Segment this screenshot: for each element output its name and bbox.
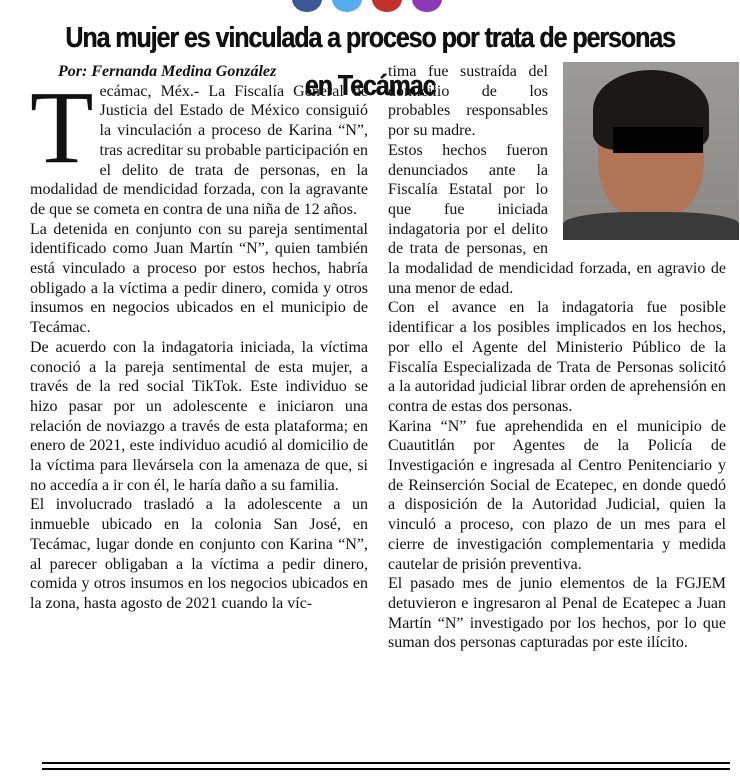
suspect-photo: [563, 62, 739, 240]
article-column-left: [30, 62, 368, 614]
instagram-icon[interactable]: [412, 0, 442, 12]
paragraph: El involucrado trasladó a la adolescente a un inmueble ubicado en la colonia San José, en Tecámac, lugar donde en conjunto con Karina “N”, al parecer obligaban a la víctima a pedir dinero, comida y otros insumos en los negocios ubicados en la zona, hasta agosto de 2021 cuando la víc-: [30, 496, 368, 612]
twitter-icon[interactable]: [332, 0, 362, 12]
facebook-icon[interactable]: [292, 0, 322, 12]
paragraph: tima fue sustraída del domicilio de los probables responsables por su madre.: [388, 63, 548, 140]
headline: Una mujer es vinculada a proceso por trata de personas en Tecámac: [65, 22, 675, 102]
byline: Por: Fernanda Medina González: [58, 63, 277, 80]
paragraph: Con el avance en la indagatoria fue posible identificar a los posibles implicados en los hechos, por ello el Agente del Ministerio Público de la Fiscalía Especializada de Trata de Personas solicitó a la autoridad judicial librar orden de aprehensión en contra de estas dos personas.: [388, 299, 726, 415]
bottom-rule: [42, 762, 730, 764]
bottom-rule: [42, 768, 730, 770]
youtube-icon[interactable]: [372, 0, 402, 12]
censor-bar: [613, 127, 703, 153]
paragraph: El pasado mes de junio elementos de la FGJEM detuvieron e ingresaron al Penal de Ecatepec a Juan Martín “N” investigado por los hechos, por lo que suman dos personas capturadas por este ilícito.: [388, 575, 726, 652]
paragraph: Estos hechos fueron denunciados ante la Fiscalía Estatal por lo que fue iniciada indagatoria por el delito de trata de personas, en la modalidad de mendicidad forzada, en agravio de una menor de edad.: [388, 141, 726, 297]
paragraph: De acuerdo con la indagatoria iniciada, la víctima conoció a la pareja sentimental de esta mujer, a través de la red social TikTok. Este individuo se hizo pasar por un adolescente e iniciaron una relación de noviazgo a través de esta plataforma; en enero de 2021, este individuo acudió al domicilio de la víctima para llevársela con la amenaza de que, si no accedía a ir con él, le haría daño a su familia.: [30, 338, 368, 494]
paragraph-text: ecámac, Méx.- La Fiscalía General de Justicia del Estado de México consiguió la vinculación a proceso de Karina “N”, tras acreditar su probable participación en el delito de trata de personas, en la modalidad de mendicidad forzada, con la agravante de que se cometa en contra de una niña de 12 años.: [30, 82, 368, 218]
drop-cap: T: [30, 69, 94, 185]
paragraph: La detenida en conjunto con su pareja sentimental identificado como Juan Martín “N”, quien también está vinculado a proceso por estos hechos, habría obligado a la víctima a pedir dinero, comida y otros insumos en negocios ubicados en el municipio de Tecámac.: [30, 220, 368, 337]
social-icons-bar: [270, 0, 470, 12]
shirt-shape: [563, 212, 739, 240]
paragraph: Karina “N” fue aprehendida en el municipio de Cuautitlán por Agentes de la Policía de Investigación e ingresada al Centro Penitenciario y de Reinserción Social de Ecatepec, en donde quedó a disposición de la Autoridad Judicial, quien la vinculó a proceso, con plazo de un mes para el cierre de investigación complementaria y medida cautelar de prisión preventiva.: [388, 417, 726, 573]
